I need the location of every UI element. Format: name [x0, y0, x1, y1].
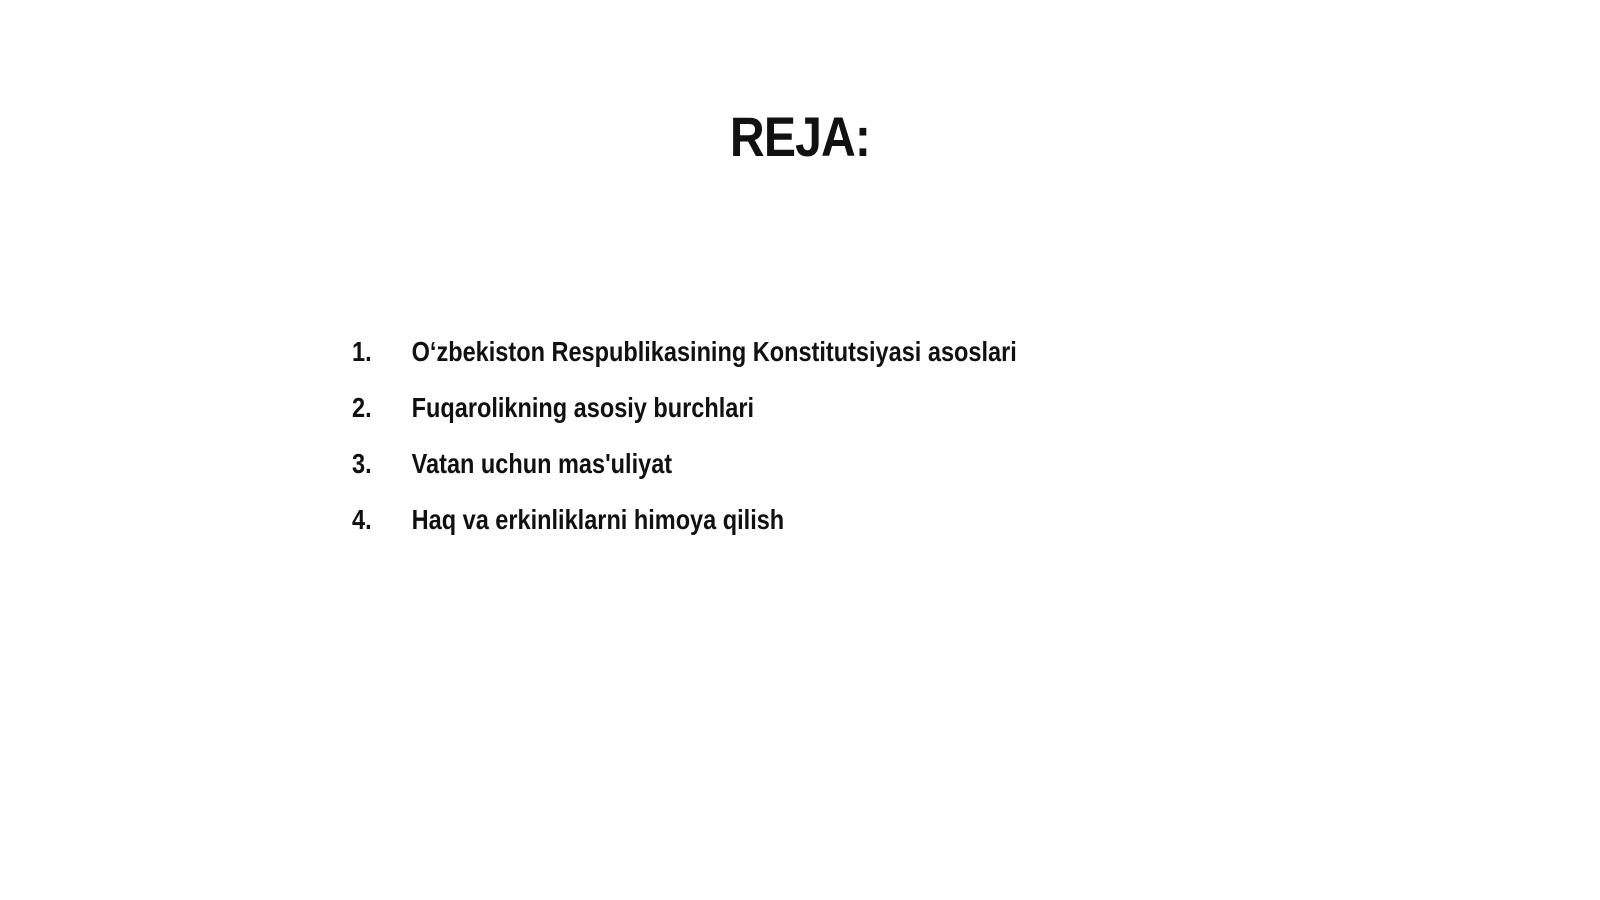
slide-title: REJA:: [729, 105, 871, 168]
agenda-item-1: [352, 324, 1017, 380]
agenda-item-2: [352, 380, 1017, 436]
agenda-item-number: 1.: [352, 336, 372, 367]
agenda-item-text: O‘zbekiston Respublikasining Konstitutsiyasi asoslari: [411, 336, 1017, 367]
agenda-item-number: 4.: [352, 504, 372, 535]
agenda-list: [352, 324, 1143, 548]
agenda-item-3: [352, 436, 1017, 492]
agenda-item-text: Vatan uchun mas'uliyat: [411, 448, 673, 479]
agenda-item-text: Fuqarolikning asosiy burchlari: [411, 392, 755, 423]
agenda-item-4: [352, 492, 1017, 548]
agenda-item-number: 3.: [352, 448, 372, 479]
agenda-item-number: 2.: [352, 392, 372, 423]
agenda-item-text: Haq va erkinliklarni himoya qilish: [411, 504, 785, 535]
